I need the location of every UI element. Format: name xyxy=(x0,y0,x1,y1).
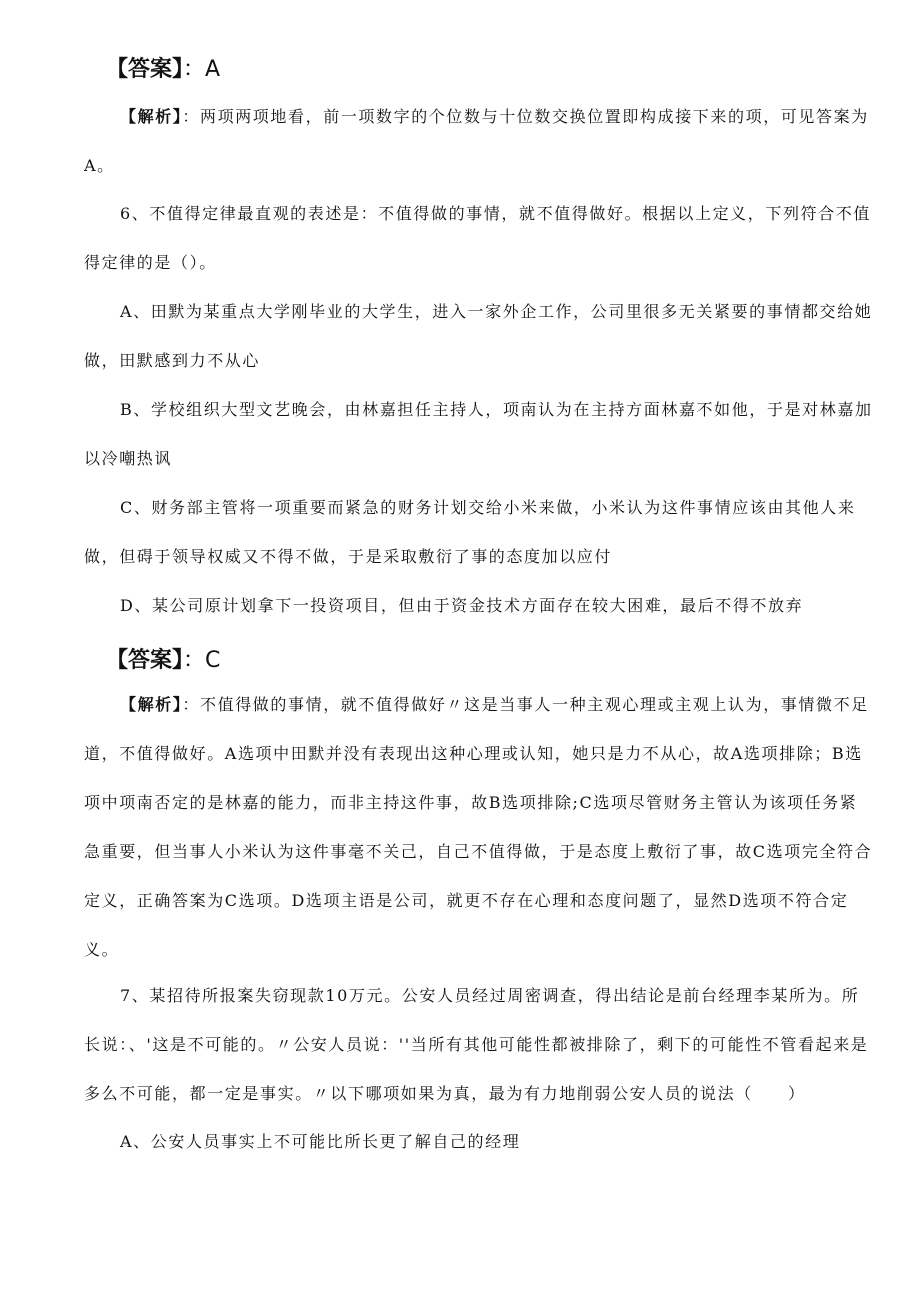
answer-value: C xyxy=(205,648,221,673)
answer-separator: ： xyxy=(183,57,206,82)
answer-tag: 【答案】 xyxy=(106,57,184,82)
answer-tag: 【答案】 xyxy=(106,648,184,673)
analysis-paragraph xyxy=(84,92,874,190)
answer-separator: ： xyxy=(183,648,206,673)
analysis-label: 【解析】 xyxy=(120,107,183,126)
analysis-label: 【解析】 xyxy=(120,695,183,714)
answer-line xyxy=(106,643,220,674)
answer-value: A xyxy=(205,57,221,82)
question-6-option-d: D、某公司原计划拿下一投资项目，但由于资金技术方面存在较大困难，最后不得不放弃 xyxy=(120,596,804,615)
question-7-stem: 7、某招待所报案失窃现款10万元。公安人员经过周密调查，得出结论是前台经理李某所为。所长说：、'这是不可能的。〃公安人员说：''当所有其他可能性都被排除了，剩下的可能性不管看起来是多么不可能，都一定是事实。〃以下哪项如果为真，最为有力地削弱公安人员的说法（ ） xyxy=(84,986,869,1103)
question-6-option-c: C、财务部主管将一项重要而紧急的财务计划交给小米来做，小米认为这件事情应该由其他人来做，但碍于领导权威又不得不做，于是采取敷衍了事的态度加以应付 xyxy=(84,498,856,566)
question-7-option-a: A、公安人员事实上不可能比所长更了解自己的经理 xyxy=(120,1132,521,1151)
question-6-option-a: A、田默为某重点大学刚毕业的大学生，进入一家外企工作，公司里很多无关紧要的事情都交给她做，田默感到力不从心 xyxy=(84,302,873,370)
analysis-text: ：两项两项地看，前一项数字的个位数与十位数交换位置即构成接下来的项，可见答案为A。 xyxy=(84,107,869,175)
analysis-paragraph xyxy=(84,680,874,974)
answer-line xyxy=(106,52,220,83)
question-6-option-b: B、学校组织大型文艺晚会，由林嘉担任主持人，项南认为在主持方面林嘉不如他，于是对林嘉加以冷嘲热讽 xyxy=(84,400,873,468)
question-6-stem: 6、不值得定律最直观的表述是：不值得做的事情，就不值得做好。根据以上定义，下列符合不值得定律的是（）。 xyxy=(84,204,871,272)
analysis-text: ：不值得做的事情，就不值得做好〃这是当事人一种主观心理或主观上认为，事情微不足道，不值得做好。A选项中田默并没有表现出这种心理或认知，她只是力不从心，故A选项排除；B选项中项南否定的是林嘉的能力，而非主持这件事，故B选项排除;C选项尽管财务主管认为该项任务紧急重要，但当事人小米认为这件事毫不关己，自己不值得做，于是态度上敷衍了事，故C选项完全符合定义，正确答案为C选项。D选项主语是公司，就更不存在心理和态度问题了，显然D选项不符合定义。 xyxy=(84,695,873,959)
